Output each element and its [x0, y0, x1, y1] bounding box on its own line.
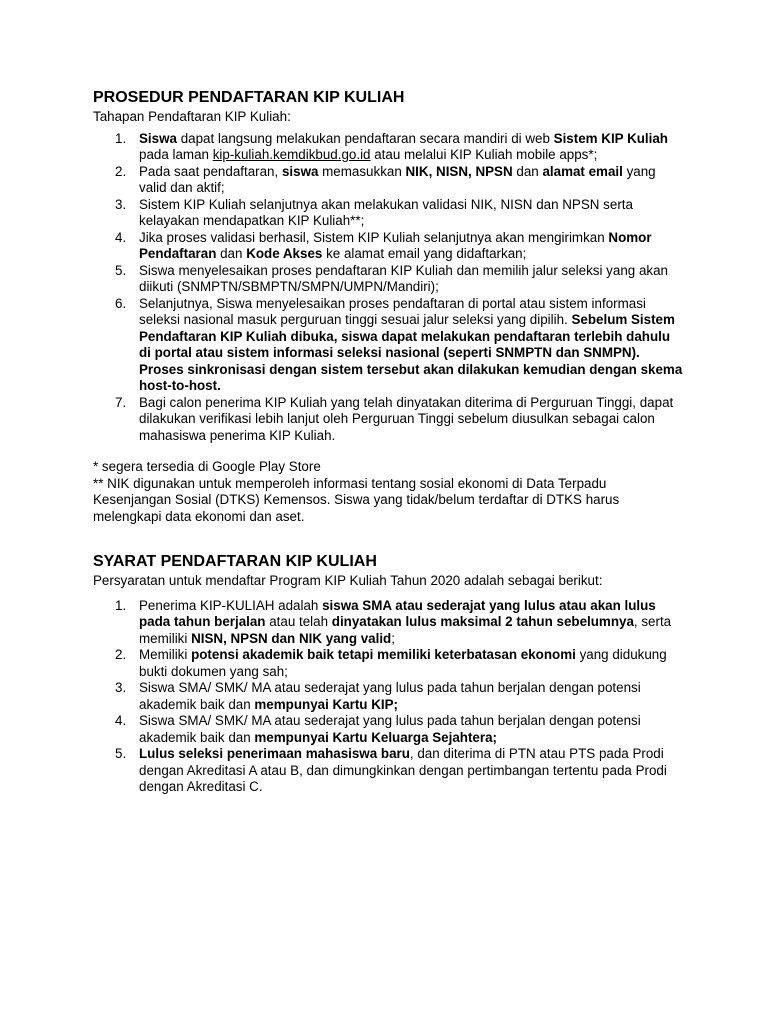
list-item — [93, 598, 683, 648]
text-run: ke alamat email yang didaftarkan; — [322, 246, 527, 261]
text-run: Selanjutnya, Siswa menyelesaikan proses pendaftaran di portal atau sistem informasi seleksi nasional masuk perguruan tinggi sesuai jalur seleksi yang dipilih. — [139, 295, 646, 327]
website-link[interactable]: kip-kuliah.kemdikbud.go.id — [212, 147, 371, 162]
list-item-number: 1. — [115, 597, 127, 613]
text-run: yang valid dan aktif; — [139, 163, 656, 195]
text-run: , serta memiliki — [139, 614, 672, 646]
text-run: atau melalui KIP Kuliah mobile apps*; — [370, 147, 598, 162]
bold-text: Nomor Pendaftaran — [139, 229, 652, 261]
bold-text: Sistem KIP Kuliah — [553, 130, 668, 146]
bold-text: siswa — [281, 163, 319, 179]
list-item — [93, 647, 683, 680]
list-syarat — [93, 598, 683, 796]
list-item — [93, 296, 683, 395]
text-run: Siswa menyelesaikan proses pendaftaran KIP Kuliah dan memilih jalur seleksi yang akan diikuti (SNMPTN/SBMPTN/SMPN/UMPN/Mandiri); — [139, 262, 668, 294]
section-intro-prosedur: Tahapan Pendaftaran KIP Kuliah: — [93, 109, 291, 124]
list-prosedur — [93, 131, 683, 445]
text-run: Memiliki — [139, 647, 192, 662]
text-run: memasukkan — [318, 163, 406, 179]
bold-text: mempunyai Kartu KIP; — [254, 696, 398, 712]
list-item — [93, 746, 683, 796]
list-item — [93, 164, 683, 197]
text-run: Bagi calon penerima KIP Kuliah yang telah dinyatakan diterima di Perguruan Tinggi, dapat dilakukan verifikasi lebih lanjut oleh Perguruan Tinggi sebelum diusulkan sebagai calon mahasiswa penerima KIP Kuliah. — [139, 394, 674, 443]
bold-text: NIK, NISN, NPSN — [405, 163, 513, 179]
text-run: Penerima KIP-KULIAH adalah — [139, 597, 323, 613]
bold-text: Kode Akses — [246, 246, 323, 261]
section-title-prosedur: PROSEDUR PENDAFTARAN KIP KULIAH — [93, 89, 405, 106]
text-run: Pada saat pendaftaran, — [139, 163, 282, 179]
list-item-number: 7. — [115, 394, 127, 410]
text-run: ; — [391, 630, 395, 646]
list-item-number: 5. — [115, 262, 127, 278]
list-item-number: 5. — [115, 746, 127, 761]
footnote-play-store: * segera tersedia di Google Play Store — [93, 459, 321, 474]
list-item-number: 4. — [115, 229, 127, 245]
bold-text: NISN, NPSN dan NIK yang valid — [191, 630, 392, 646]
list-item — [93, 197, 683, 230]
text-run: yang didukung bukti dokumen yang sah; — [139, 647, 667, 679]
text-run: , dan diterima di PTN atau PTS pada Prodi dengan Akreditasi A atau B, dan dimungkinkan dengan pertimbangan tertentu pada Prodi dengan Akreditasi C. — [139, 746, 667, 794]
list-item-number: 2. — [115, 163, 127, 179]
list-item-number: 3. — [115, 196, 127, 212]
text-run: Siswa SMA/ SMK/ MA atau sederajat yang lulus pada tahun berjalan dengan potensi akademik baik dan — [139, 680, 641, 712]
text-run: atau telah — [265, 614, 332, 629]
text-run: dan — [512, 163, 543, 179]
list-item-number: 4. — [115, 713, 127, 728]
section-intro-syarat: Persyaratan untuk mendaftar Program KIP Kuliah Tahun 2020 adalah sebagai berikut: — [93, 573, 603, 588]
list-item — [93, 395, 683, 445]
text-run: Sistem KIP Kuliah selanjutnya akan melakukan validasi NIK, NISN dan NPSN serta kelayakan mendapatkan KIP Kuliah**; — [139, 196, 633, 228]
bold-text: mempunyai Kartu Keluarga Sejahtera; — [254, 729, 497, 745]
list-item-number: 2. — [115, 647, 127, 662]
bold-text: siswa SMA atau sederajat yang lulus atau akan lulus pada tahun berjalan — [139, 597, 656, 629]
list-item — [93, 680, 683, 713]
bold-text: Siswa — [139, 130, 177, 146]
footnote-nik: ** NIK digunakan untuk memperoleh informasi tentang sosial ekonomi di Data Terpadu Kesenjangan Sosial (DTKS) Kemensos. Siswa yang tidak/belum terdaftar di DTKS harus melengkapi data ekonomi dan aset. — [93, 475, 620, 524]
bold-text: dinyatakan lulus maksimal 2 tahun sebelumnya — [331, 614, 634, 629]
text-run: pada laman — [139, 147, 213, 162]
list-item-number: 3. — [115, 680, 127, 695]
list-item-number: 1. — [115, 130, 127, 146]
text-run: Jika proses validasi berhasil, Sistem KIP Kuliah selanjutnya akan mengirimkan — [139, 229, 609, 245]
list-item-number: 6. — [115, 295, 127, 311]
list-item — [93, 713, 683, 746]
section-title-syarat: SYARAT PENDAFTARAN KIP KULIAH — [93, 553, 377, 570]
text-run: Siswa SMA/ SMK/ MA atau sederajat yang lulus pada tahun berjalan dengan potensi akademik baik dan — [139, 713, 641, 745]
bold-text: alamat email — [542, 163, 623, 179]
list-item — [93, 131, 683, 164]
bold-text: Lulus seleksi penerimaan mahasiswa baru — [139, 746, 410, 761]
bold-text: Sebelum Sistem Pendaftaran KIP Kuliah dibuka, siswa dapat melakukan pendaftaran terlebih dahulu di portal atau sistem informasi seleksi nasional (seperti SNMPTN dan SNMPN). Proses sinkronisasi dengan sistem tersebut akan dilakukan kemudian dengan skema host-to-host. — [139, 312, 683, 393]
text-run: dapat langsung melakukan pendaftaran secara mandiri di web — [176, 130, 554, 146]
text-run: dan — [216, 246, 247, 261]
section-prosedur — [93, 88, 683, 525]
list-item — [93, 230, 683, 263]
section-syarat — [93, 552, 683, 796]
bold-text: potensi akademik baik tetapi memiliki keterbatasan ekonomi — [191, 647, 576, 662]
list-item — [93, 263, 683, 296]
